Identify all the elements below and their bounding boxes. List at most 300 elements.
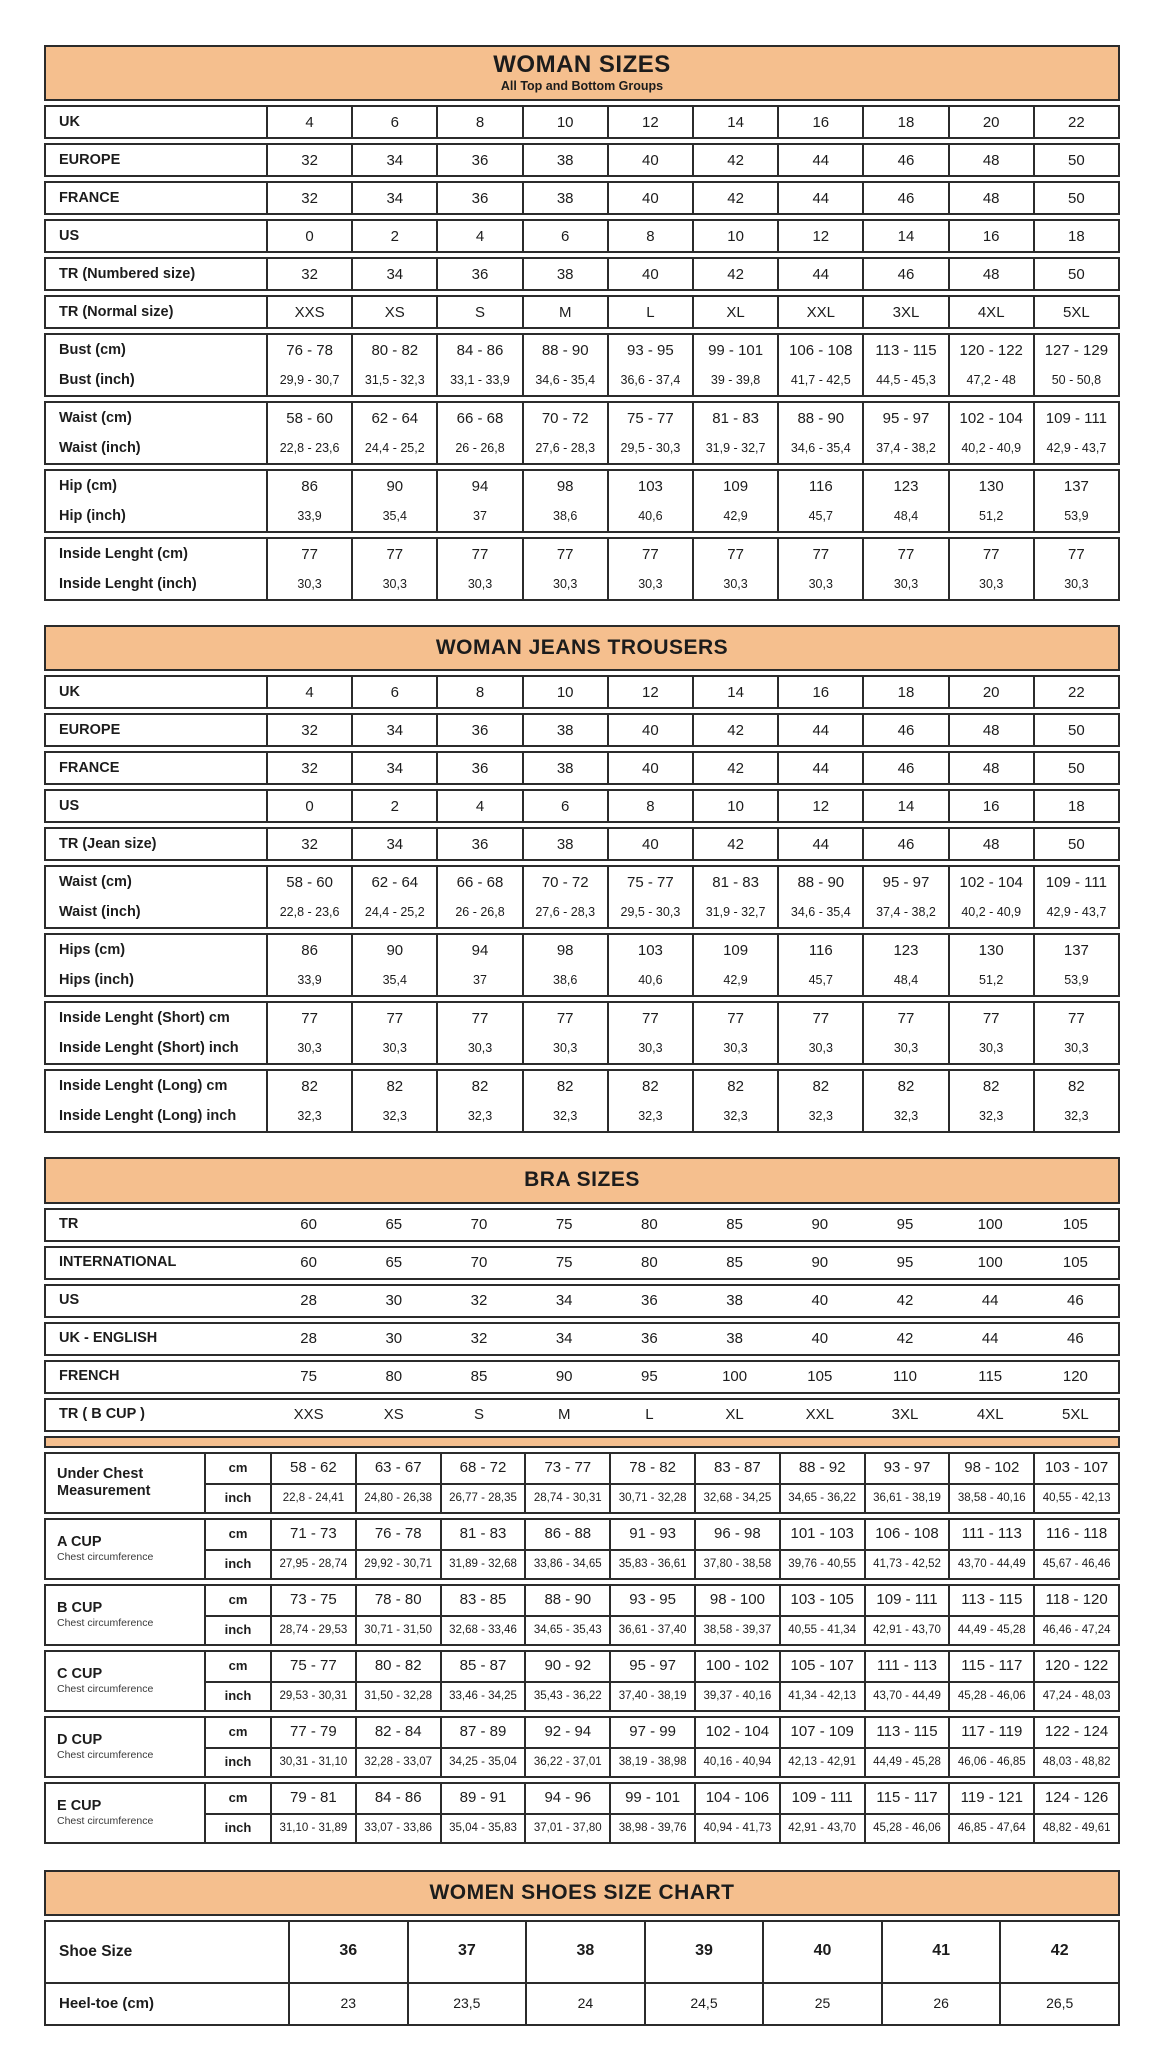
size-cell: 39,76 - 40,55 xyxy=(779,1549,864,1578)
size-cell: 37,4 - 38,2 xyxy=(862,433,947,463)
size-cell: 22 xyxy=(1033,107,1118,137)
size-cell: 119 - 121 xyxy=(948,1784,1033,1813)
size-cell: 81 - 83 xyxy=(692,403,777,433)
size-cell: 48 xyxy=(948,259,1033,289)
size-cell: 82 xyxy=(607,1071,692,1101)
size-cell: 40,94 - 41,73 xyxy=(694,1813,779,1842)
table-row xyxy=(44,789,1120,823)
size-cell: 40 xyxy=(607,259,692,289)
size-cell: 30,3 xyxy=(266,1033,351,1063)
size-cell: 105 xyxy=(807,1367,833,1385)
size-cell: 32 xyxy=(266,753,351,783)
size-cell: 66 - 68 xyxy=(436,867,521,897)
size-cell: 18 xyxy=(1033,791,1118,821)
row-label xyxy=(46,1784,204,1842)
size-cell: 95 - 97 xyxy=(609,1652,694,1681)
table-row-group xyxy=(44,537,1120,601)
size-cell: 100 - 102 xyxy=(694,1652,779,1681)
size-cell: 44 xyxy=(777,183,862,213)
size-cell: 38,58 - 39,37 xyxy=(694,1615,779,1644)
size-cell: 0 xyxy=(266,791,351,821)
size-cell: 90 xyxy=(811,1253,829,1271)
size-cell: 100 xyxy=(722,1367,748,1385)
size-cell: 32,3 xyxy=(692,1101,777,1131)
size-cell: 44 xyxy=(777,753,862,783)
size-cell: 38 xyxy=(522,183,607,213)
size-cell: 32 xyxy=(266,183,351,213)
size-cell: 77 xyxy=(862,539,947,569)
size-cell: 27,6 - 28,3 xyxy=(522,433,607,463)
size-cell: 97 - 99 xyxy=(609,1718,694,1747)
size-cell: 28,74 - 29,53 xyxy=(270,1615,355,1644)
size-cell: 120 - 122 xyxy=(1033,1652,1118,1681)
size-cell: 77 xyxy=(948,539,1033,569)
table-row xyxy=(46,471,1118,501)
size-cell: 20 xyxy=(948,677,1033,707)
size-cell: 26,77 - 28,35 xyxy=(440,1483,525,1512)
size-cell: 104 - 106 xyxy=(694,1784,779,1813)
size-cell: 86 - 88 xyxy=(524,1520,609,1549)
size-cell: 110 xyxy=(893,1367,917,1385)
size-cell: 36 xyxy=(436,145,521,175)
size-cell: 91 - 93 xyxy=(609,1520,694,1549)
size-cell: 95 - 97 xyxy=(862,867,947,897)
size-cell: 30,3 xyxy=(266,569,351,599)
size-cell: 48 xyxy=(948,753,1033,783)
size-cell: 58 - 62 xyxy=(270,1454,355,1483)
size-cell: 32,3 xyxy=(522,1101,607,1131)
size-cell: 100 xyxy=(977,1253,1003,1271)
size-cell: 38,19 - 38,98 xyxy=(609,1747,694,1776)
size-cell: 77 xyxy=(266,539,351,569)
size-cell: 32,3 xyxy=(1033,1101,1118,1131)
size-cell: 86 xyxy=(266,471,351,501)
size-cell: 106 - 108 xyxy=(777,335,862,365)
size-cell: 36 xyxy=(436,753,521,783)
shoes-table xyxy=(44,1870,1120,2026)
size-cell: 120 - 122 xyxy=(948,335,1033,365)
size-cell: 50 xyxy=(1033,715,1118,745)
size-cell: 10 xyxy=(522,677,607,707)
row-label xyxy=(46,1520,204,1578)
size-cell: 71 - 73 xyxy=(270,1520,355,1549)
size-cell: 113 - 115 xyxy=(864,1718,949,1747)
size-cell: 105 - 107 xyxy=(779,1652,864,1681)
size-cell: 26 - 26,8 xyxy=(436,433,521,463)
row-label: INTERNATIONAL xyxy=(59,1253,177,1270)
size-cell: 50 xyxy=(1033,183,1118,213)
size-cell: 6 xyxy=(522,221,607,251)
size-cell: 48,4 xyxy=(862,501,947,531)
size-cell: 38,6 xyxy=(522,965,607,995)
size-cell: 34 xyxy=(351,715,436,745)
size-cell: 82 xyxy=(266,1071,351,1101)
unit-label: inch xyxy=(204,1747,270,1776)
size-cell: 5XL xyxy=(1062,1405,1089,1423)
size-cell: 32 xyxy=(266,829,351,859)
size-cell: 34,65 - 35,43 xyxy=(524,1615,609,1644)
size-cell: M xyxy=(522,297,607,327)
size-cell: 36 xyxy=(641,1329,658,1347)
size-cell: 34,6 - 35,4 xyxy=(777,433,862,463)
size-cell: 46 xyxy=(862,715,947,745)
row-label: Bust (cm) xyxy=(59,341,126,358)
size-cell: 4 xyxy=(436,221,521,251)
row-label: Hip (inch) xyxy=(59,507,126,524)
size-cell: 80 xyxy=(385,1367,403,1385)
size-cell: 23,5 xyxy=(407,1984,526,2024)
size-cell: 30,3 xyxy=(692,1033,777,1063)
size-cell: 37 xyxy=(407,1922,526,1982)
size-cell: 10 xyxy=(522,107,607,137)
size-cell: 75 - 77 xyxy=(607,867,692,897)
bra-header xyxy=(44,1157,1120,1203)
size-cell: 80 xyxy=(641,1215,658,1233)
size-cell: 46,46 - 47,24 xyxy=(1033,1615,1118,1644)
table-row-group xyxy=(44,1584,1120,1646)
size-cell: 38 xyxy=(522,753,607,783)
woman-sizes-table xyxy=(44,45,1120,601)
woman-sizes-rows xyxy=(44,105,1120,601)
size-cell: 24,4 - 25,2 xyxy=(351,433,436,463)
size-cell: 77 xyxy=(692,1003,777,1033)
size-cell: 78 - 80 xyxy=(355,1586,440,1615)
size-cell: 12 xyxy=(777,221,862,251)
size-cell: 22,8 - 23,6 xyxy=(266,897,351,927)
size-cell: 14 xyxy=(692,677,777,707)
size-cell: 32,68 - 34,25 xyxy=(694,1483,779,1512)
size-cell: 27,6 - 28,3 xyxy=(522,897,607,927)
size-cell: 36 xyxy=(288,1922,407,1982)
table-row xyxy=(44,1284,1120,1318)
table-row xyxy=(46,403,1118,433)
table-row-group xyxy=(44,1452,1120,1514)
row-label xyxy=(46,1454,204,1512)
size-cell: 62 - 64 xyxy=(351,867,436,897)
size-cell: 77 xyxy=(607,539,692,569)
size-cell: 46 xyxy=(862,753,947,783)
size-cell: 44,49 - 45,28 xyxy=(948,1615,1033,1644)
size-cell: 32 xyxy=(470,1329,488,1347)
table-row xyxy=(46,897,1118,927)
size-cell: 95 xyxy=(641,1367,658,1385)
size-cell: 4XL xyxy=(948,297,1033,327)
size-cell: 45,7 xyxy=(777,501,862,531)
size-cell: 90 - 92 xyxy=(524,1652,609,1681)
size-cell: 26 xyxy=(881,1984,1000,2024)
size-cell: 25 xyxy=(762,1984,881,2024)
size-cell: 30,71 - 32,28 xyxy=(609,1483,694,1512)
size-cell: 47,24 - 48,03 xyxy=(1033,1681,1118,1710)
size-cell: 66 - 68 xyxy=(436,403,521,433)
size-cell: 98 - 102 xyxy=(948,1454,1033,1483)
size-cell: 42,91 - 43,70 xyxy=(864,1615,949,1644)
size-cell: 42 xyxy=(692,715,777,745)
row-label: Heel-toe (cm) xyxy=(59,1994,155,2012)
table-row-group xyxy=(44,865,1120,929)
size-cell: 46 xyxy=(862,829,947,859)
size-cell: 85 xyxy=(726,1215,743,1233)
size-cell: 18 xyxy=(862,107,947,137)
row-label: Inside Lenght (Short) cm xyxy=(59,1009,230,1026)
size-cell: 3XL xyxy=(862,297,947,327)
size-cell: 37,01 - 37,80 xyxy=(524,1813,609,1842)
size-cell: 53,9 xyxy=(1033,501,1118,531)
size-cell: 47,2 - 48 xyxy=(948,365,1033,395)
size-cell: 48,82 - 49,61 xyxy=(1033,1813,1118,1842)
size-cell: 109 xyxy=(692,471,777,501)
shoes-rows xyxy=(44,1920,1120,2026)
size-cell: 28 xyxy=(300,1291,317,1309)
row-label: TR (Numbered size) xyxy=(59,265,196,282)
size-cell: 44 xyxy=(981,1291,999,1309)
size-cell: 31,50 - 32,28 xyxy=(355,1681,440,1710)
size-cell: 32,3 xyxy=(266,1101,351,1131)
size-cell: 30 xyxy=(385,1329,403,1347)
size-cell: 29,5 - 30,3 xyxy=(607,433,692,463)
size-cell: 116 xyxy=(777,471,862,501)
size-cell: 103 - 107 xyxy=(1033,1454,1118,1483)
size-cell: 35,4 xyxy=(351,501,436,531)
size-cell: 68 - 72 xyxy=(440,1454,525,1483)
size-cell: S xyxy=(436,297,521,327)
size-cell: 82 xyxy=(692,1071,777,1101)
size-cell: 38 xyxy=(525,1922,644,1982)
size-cell: 44 xyxy=(777,829,862,859)
size-cell: 42,91 - 43,70 xyxy=(779,1813,864,1842)
table-subtitle: All Top and Bottom Groups xyxy=(500,79,664,94)
size-cell: 29,5 - 30,3 xyxy=(607,897,692,927)
table-row xyxy=(46,433,1118,463)
size-cell: 4 xyxy=(436,791,521,821)
size-cell: 82 xyxy=(351,1071,436,1101)
row-label: Hips (inch) xyxy=(59,971,134,988)
table-row xyxy=(44,257,1120,291)
size-cell: 130 xyxy=(948,471,1033,501)
size-cell: 94 xyxy=(436,935,521,965)
woman-sizes-header xyxy=(44,45,1120,101)
size-cell: 4 xyxy=(266,677,351,707)
size-cell: 46 xyxy=(862,259,947,289)
size-cell: 30,3 xyxy=(607,569,692,599)
size-cell: 40,6 xyxy=(607,501,692,531)
size-cell: 36,61 - 38,19 xyxy=(864,1483,949,1512)
size-cell: 41 xyxy=(881,1922,1000,1982)
size-cell: 36 xyxy=(641,1291,658,1309)
jeans-rows xyxy=(44,675,1120,1133)
size-cell: 6 xyxy=(351,677,436,707)
size-cell: 37 xyxy=(436,965,521,995)
size-cell: 102 - 104 xyxy=(948,867,1033,897)
size-cell: 103 - 105 xyxy=(779,1586,864,1615)
size-cell: 90 xyxy=(555,1367,573,1385)
size-cell: 14 xyxy=(862,791,947,821)
size-cell: 85 - 87 xyxy=(440,1652,525,1681)
size-cell: 45,7 xyxy=(777,965,862,995)
size-cell: 36,61 - 37,40 xyxy=(609,1615,694,1644)
size-cell: 48 xyxy=(948,183,1033,213)
size-cell: 58 - 60 xyxy=(266,867,351,897)
size-cell: 107 - 109 xyxy=(779,1718,864,1747)
size-cell: 38 xyxy=(522,145,607,175)
size-cell: 60 xyxy=(300,1253,317,1271)
size-cell: 85 xyxy=(470,1367,488,1385)
size-cell: 42,9 - 43,7 xyxy=(1033,433,1118,463)
cup-label-subtitle: Chest circumference xyxy=(57,1682,154,1695)
size-cell: 36 xyxy=(436,259,521,289)
size-cell: 26,5 xyxy=(999,1984,1118,2024)
shoes-header xyxy=(44,1870,1120,1916)
size-cell: 38,58 - 40,16 xyxy=(948,1483,1033,1512)
size-cell: 93 - 97 xyxy=(864,1454,949,1483)
cup-label-subtitle: Chest circumference xyxy=(57,1814,154,1827)
size-cell: 50 - 50,8 xyxy=(1033,365,1118,395)
table-row xyxy=(44,675,1120,709)
size-cell: 31,9 - 32,7 xyxy=(692,897,777,927)
size-cell: 100 xyxy=(977,1215,1003,1233)
row-label: EUROPE xyxy=(59,721,121,738)
size-cell: 81 - 83 xyxy=(440,1520,525,1549)
table-row xyxy=(44,181,1120,215)
size-cell: 53,9 xyxy=(1033,965,1118,995)
size-cell: 40,55 - 41,34 xyxy=(779,1615,864,1644)
size-cell: 41,34 - 42,13 xyxy=(779,1681,864,1710)
bra-table xyxy=(44,1157,1120,1843)
table-row xyxy=(44,751,1120,785)
size-cell: 88 - 90 xyxy=(777,867,862,897)
size-cell: 77 xyxy=(948,1003,1033,1033)
size-cell: 82 xyxy=(948,1071,1033,1101)
table-row xyxy=(46,1071,1118,1101)
size-cell: 36 xyxy=(436,715,521,745)
size-cell: 82 xyxy=(522,1071,607,1101)
size-cell: 103 xyxy=(607,471,692,501)
size-cell: 31,9 - 32,7 xyxy=(692,433,777,463)
size-cell: L xyxy=(607,297,692,327)
size-cell: 77 xyxy=(607,1003,692,1033)
size-cell: 127 - 129 xyxy=(1033,335,1118,365)
size-cell: 77 xyxy=(777,1003,862,1033)
size-cell: 75 xyxy=(300,1367,317,1385)
size-cell: 39,37 - 40,16 xyxy=(694,1681,779,1710)
bra-rows xyxy=(44,1208,1120,1844)
size-cell: 4XL xyxy=(976,1405,1004,1423)
size-cell: 33,07 - 33,86 xyxy=(355,1813,440,1842)
size-cell: 116 - 118 xyxy=(1033,1520,1118,1549)
row-label: Inside Lenght (inch) xyxy=(59,575,197,592)
size-cell: 42 xyxy=(692,753,777,783)
table-row-group xyxy=(44,1920,1120,2026)
size-cell: 2 xyxy=(351,221,436,251)
size-cell: 37 xyxy=(436,501,521,531)
size-cell: 73 - 77 xyxy=(524,1454,609,1483)
table-title: WOMEN SHOES SIZE CHART xyxy=(429,1880,735,1904)
size-cell: 32,28 - 33,07 xyxy=(355,1747,440,1776)
size-cell: 33,9 xyxy=(266,965,351,995)
size-cell: 77 xyxy=(266,1003,351,1033)
size-cell: 137 xyxy=(1033,471,1118,501)
table-row-group xyxy=(44,933,1120,997)
size-cell: 18 xyxy=(1033,221,1118,251)
table-row xyxy=(46,569,1118,599)
size-cell: 42 xyxy=(692,145,777,175)
size-cell: 30,3 xyxy=(1033,1033,1118,1063)
size-cell: 50 xyxy=(1033,753,1118,783)
size-cell: 63 - 67 xyxy=(355,1454,440,1483)
size-cell: 96 - 98 xyxy=(694,1520,779,1549)
size-cell: 34,6 - 35,4 xyxy=(777,897,862,927)
size-cell: 34 xyxy=(351,145,436,175)
size-cell: 8 xyxy=(436,677,521,707)
table-row xyxy=(44,827,1120,861)
size-cell: 38 xyxy=(522,259,607,289)
size-cell: 5XL xyxy=(1033,297,1118,327)
table-row-group xyxy=(44,1518,1120,1580)
cup-label-title: E CUP xyxy=(57,1798,102,1815)
row-label xyxy=(46,1652,204,1710)
size-cell: 76 - 78 xyxy=(266,335,351,365)
size-cell: 84 - 86 xyxy=(355,1784,440,1813)
size-cell: 40 xyxy=(607,183,692,213)
size-cell: 30,3 xyxy=(777,569,862,599)
size-cell: 113 - 115 xyxy=(862,335,947,365)
size-cell: 109 - 111 xyxy=(1033,403,1118,433)
size-cell: 37,4 - 38,2 xyxy=(862,897,947,927)
table-row xyxy=(44,1208,1120,1242)
size-cell: 35,43 - 36,22 xyxy=(524,1681,609,1710)
row-label: Waist (cm) xyxy=(59,873,132,890)
size-cell: 122 - 124 xyxy=(1033,1718,1118,1747)
size-cell: 98 xyxy=(522,471,607,501)
row-label: UK xyxy=(59,113,80,130)
size-cell: 105 xyxy=(1062,1215,1088,1233)
size-cell: 77 xyxy=(862,1003,947,1033)
size-cell: 10 xyxy=(692,791,777,821)
size-cell: 34 xyxy=(555,1329,573,1347)
size-cell: 111 - 113 xyxy=(864,1652,949,1681)
size-cell: 12 xyxy=(607,107,692,137)
size-cell: 30,3 xyxy=(948,1033,1033,1063)
size-cell: 8 xyxy=(607,221,692,251)
size-cell: 38,98 - 39,76 xyxy=(609,1813,694,1842)
row-label: UK - ENGLISH xyxy=(59,1329,158,1346)
size-cell: 86 xyxy=(266,935,351,965)
size-cell: 3XL xyxy=(891,1405,919,1423)
size-cell: 90 xyxy=(351,471,436,501)
size-cell: 40 xyxy=(607,753,692,783)
table-title: BRA SIZES xyxy=(524,1168,640,1192)
size-cell: 83 - 85 xyxy=(440,1586,525,1615)
size-cell: 103 xyxy=(607,935,692,965)
size-cell: 36,22 - 37,01 xyxy=(524,1747,609,1776)
size-cell: 30,3 xyxy=(862,569,947,599)
size-cell: 77 - 79 xyxy=(270,1718,355,1747)
size-cell: 40 xyxy=(811,1291,829,1309)
size-cell: 99 - 101 xyxy=(692,335,777,365)
size-cell: 22,8 - 24,41 xyxy=(270,1483,355,1512)
size-cell: XS xyxy=(383,1405,404,1423)
size-cell: 10 xyxy=(692,221,777,251)
size-cell: 29,9 - 30,7 xyxy=(266,365,351,395)
size-cell: 98 xyxy=(522,935,607,965)
size-cell: 46 xyxy=(862,145,947,175)
size-cell: 35,83 - 36,61 xyxy=(609,1549,694,1578)
table-row xyxy=(46,1003,1118,1033)
table-row xyxy=(46,539,1118,569)
size-cell: 45,28 - 46,06 xyxy=(864,1813,949,1842)
size-cell: 111 - 113 xyxy=(948,1520,1033,1549)
size-cell: 48 xyxy=(948,145,1033,175)
